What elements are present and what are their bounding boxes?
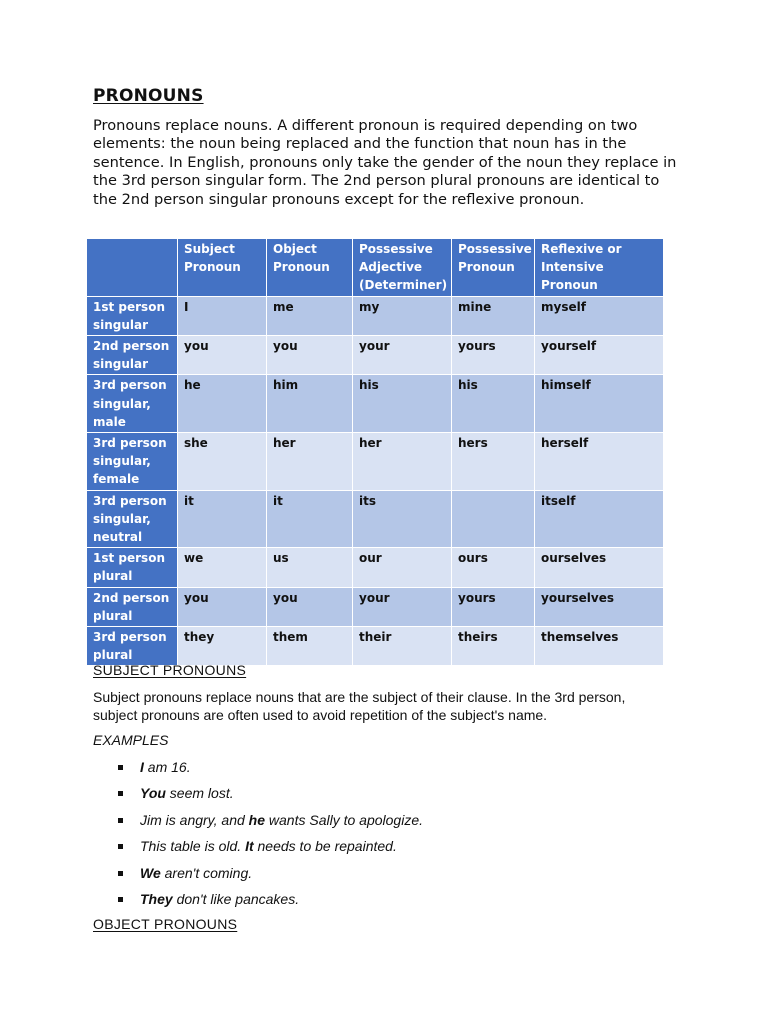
table-row [87,336,664,375]
table-row [87,433,664,491]
row-label: 3rd person singular, female [87,433,178,491]
table-cell: their [353,627,452,666]
bullet-icon [118,791,123,796]
table-cell: her [353,433,452,491]
table-cell: she [178,433,267,491]
table-row [87,490,664,548]
table-row [87,548,664,587]
table-cell: your [353,336,452,375]
intro-paragraph: Pronouns replace nouns. A different pronoun is required depending on two elements: the noun being replaced and the function that noun has in the sentence. In English, pronouns only take the gender of the noun they replace in the 3rd person singular form. The 2nd person plural pronouns are identical to the 2nd person singular pronouns except for the reflexive pronoun. [93,117,677,208]
table-header-possessive-pronoun: Possessive Pronoun [452,239,535,297]
table-cell: themselves [535,627,664,666]
table-cell [452,490,535,548]
bullet-icon [118,897,123,902]
table-header-reflexive: Reflexive or Intensive Pronoun [535,239,664,297]
table-cell: your [353,587,452,626]
bullet-icon [118,871,123,876]
table-cell: I [178,296,267,335]
row-label: 1st person plural [87,548,178,587]
table-header-object: Object Pronoun [267,239,353,297]
table-cell: they [178,627,267,666]
table-cell: ours [452,548,535,587]
table-cell: himself [535,375,664,433]
table-cell: it [178,490,267,548]
table-header-subject: Subject Pronoun [178,239,267,297]
table-cell: us [267,548,353,587]
table-cell: our [353,548,452,587]
list-item: This table is old. It needs to be repainted. [115,838,423,864]
table-cell: yours [452,587,535,626]
bullet-icon [118,818,123,823]
table-cell: its [353,490,452,548]
table-cell: you [178,336,267,375]
table-row [87,627,664,666]
table-cell: theirs [452,627,535,666]
bullet-icon [118,844,123,849]
table-cell: his [452,375,535,433]
row-label: 3rd person plural [87,627,178,666]
subject-pronouns-paragraph: Subject pronouns replace nouns that are the subject of their clause. In the 3rd person, subject pronouns are often used to avoid repetition of the subject's name. [93,689,626,723]
table-cell: me [267,296,353,335]
table-cell: itself [535,490,664,548]
object-pronouns-heading: OBJECT PRONOUNS [93,916,238,932]
table-cell: myself [535,296,664,335]
table-header-corner [87,239,178,297]
examples-list [115,759,423,917]
pronoun-table [86,238,664,666]
row-label: 2nd person singular [87,336,178,375]
table-header-row [87,239,664,297]
table-cell: you [267,336,353,375]
table-cell: yourself [535,336,664,375]
page-title: PRONOUNS [93,86,204,106]
table-cell: you [267,587,353,626]
table-cell: hers [452,433,535,491]
table-header-possessive-adjective: Possessive Adjective (Determiner) [353,239,452,297]
table-cell: mine [452,296,535,335]
table-cell: my [353,296,452,335]
row-label: 1st person singular [87,296,178,335]
list-item: They don't like pancakes. [115,891,423,917]
table-cell: we [178,548,267,587]
table-cell: it [267,490,353,548]
row-label: 3rd person singular, neutral [87,490,178,548]
subject-pronouns-heading: SUBJECT PRONOUNS [93,662,247,678]
list-item: I am 16. [115,759,423,785]
table-cell: herself [535,433,664,491]
table-cell: he [178,375,267,433]
list-item: Jim is angry, and he wants Sally to apologize. [115,812,423,838]
table-cell: him [267,375,353,433]
table-cell: her [267,433,353,491]
table-cell: you [178,587,267,626]
table-row [87,375,664,433]
table-row [87,296,664,335]
row-label: 2nd person plural [87,587,178,626]
table-cell: ourselves [535,548,664,587]
bullet-icon [118,765,123,770]
examples-label: EXAMPLES [93,732,169,748]
table-cell: his [353,375,452,433]
table-row [87,587,664,626]
table-cell: them [267,627,353,666]
row-label: 3rd person singular, male [87,375,178,433]
list-item: You seem lost. [115,785,423,811]
list-item: We aren't coming. [115,865,423,891]
table-cell: yours [452,336,535,375]
table-cell: yourselves [535,587,664,626]
